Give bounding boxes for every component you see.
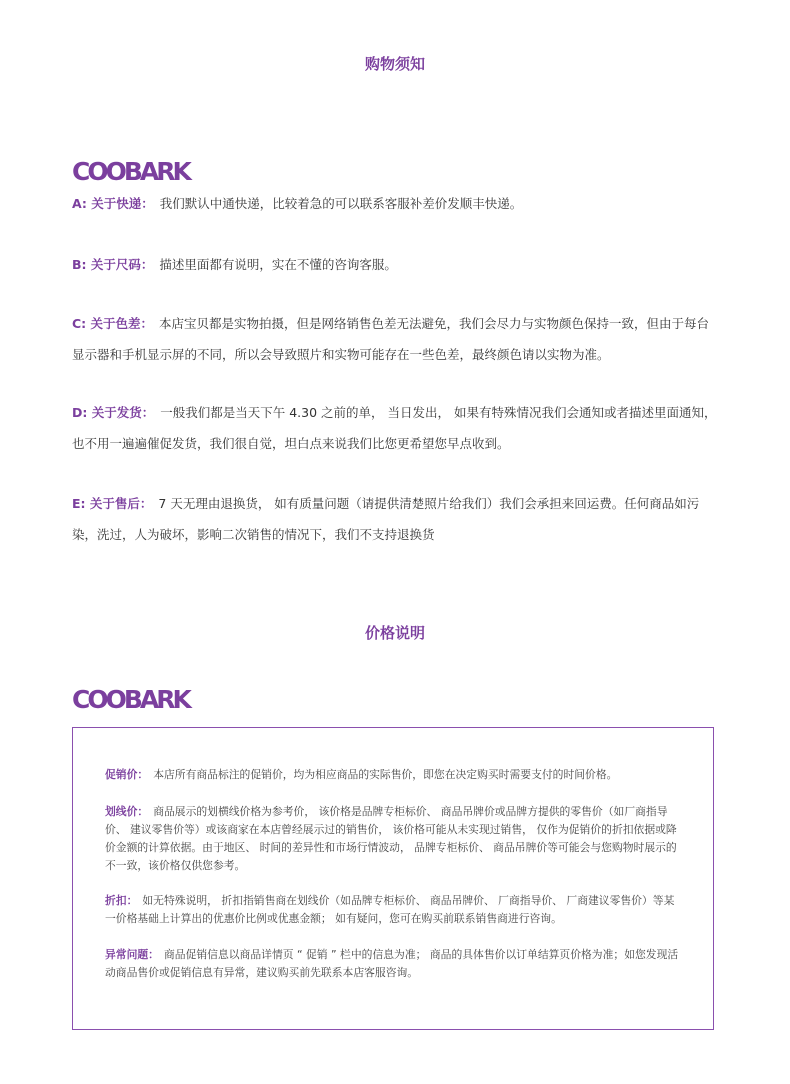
price-item-strikethrough xyxy=(105,803,685,875)
notice-label: E: 关于售后： xyxy=(72,496,153,511)
notice-label: B: 关于尺码： xyxy=(72,257,154,272)
price-label: 折扣： xyxy=(105,894,138,907)
price-item-discount xyxy=(105,892,685,928)
notice-label: A: 关于快递： xyxy=(72,196,154,211)
price-text: 本店所有商品标注的促销价，均为相应商品的实际售价，即您在决定购买时需要支付的时间价格。 xyxy=(153,768,618,781)
shopping-notice-title: 购物须知 xyxy=(364,55,425,73)
notice-text: 一般我们都是当天下午 4.30 之前的单， 当日发出， 如果有特殊情况我们会通知或者描述里面通知，也不用一遍遍催促发货，我们很自觉，坦白点来说我们比您更希望您早点收到。 xyxy=(72,405,717,451)
notice-item-color xyxy=(72,308,717,370)
price-label: 异常问题： xyxy=(105,948,159,961)
notice-item-after-sales xyxy=(72,488,717,550)
price-label: 划线价： xyxy=(105,805,149,818)
brand-logo: COOBARK xyxy=(72,157,189,186)
notice-label: D: 关于发货： xyxy=(72,405,155,420)
notice-text: 我们默认中通快递，比较着急的可以联系客服补差价发顺丰快递。 xyxy=(159,196,523,211)
notice-label: C: 关于色差： xyxy=(72,316,154,331)
price-text: 商品促销信息以商品详情页 “ 促销 ” 栏中的信息为准； 商品的具体售价以订单结算页价格为准；如您发现活动商品售价或促销信息有异常，建议购买前先联系本店客服咨询。 xyxy=(105,948,679,979)
notice-text: 本店宝贝都是实物拍摄，但是网络销售色差无法避免，我们会尽力与实物颜色保持一致，但由于每台显示器和手机显示屏的不同，所以会导致照片和实物可能存在一些色差，最终颜色请以实物为准。 xyxy=(72,316,710,362)
notice-text: 7 天无理由退换货， 如有质量问题（请提供清楚照片给我们）我们会承担来回运费。任何商品如污染，洗过，人为破坏，影响二次销售的情况下，我们不支持退换货 xyxy=(72,496,700,542)
price-item-promo xyxy=(105,766,685,784)
notice-text: 描述里面都有说明，实在不懂的咨询客服。 xyxy=(159,257,397,272)
brand-logo: COOBARK xyxy=(72,685,189,714)
notice-item-shipping xyxy=(72,397,717,459)
price-notice-box xyxy=(72,727,714,1030)
price-notice-title: 价格说明 xyxy=(364,624,425,642)
price-label: 促销价： xyxy=(105,768,149,781)
price-text: 商品展示的划横线价格为参考价， 该价格是品牌专柜标价、 商品吊牌价或品牌方提供的零售价（如厂商指导价、 建议零售价等）或该商家在本店曾经展示过的销售价， 该价格可能从未实现过销售， 仅作为促销价的折扣依据或降价金额的计算依据。由于地区、 时间的差异性和市场行情波动， 品牌专柜标价、 商品吊牌价等可能会与您购物时展示的不一致，该价格仅供您参考。 xyxy=(105,805,677,872)
notice-item-express xyxy=(72,188,717,219)
price-text: 如无特殊说明， 折扣指销售商在划线价（如品牌专柜标价、 商品吊牌价、 厂商指导价、 厂商建议零售价）等某一价格基础上计算出的优惠价比例或优惠金额； 如有疑问，您可在购买前联系销售商进行咨询。 xyxy=(105,894,675,925)
price-item-anomaly xyxy=(105,946,685,982)
notice-item-size xyxy=(72,249,717,280)
